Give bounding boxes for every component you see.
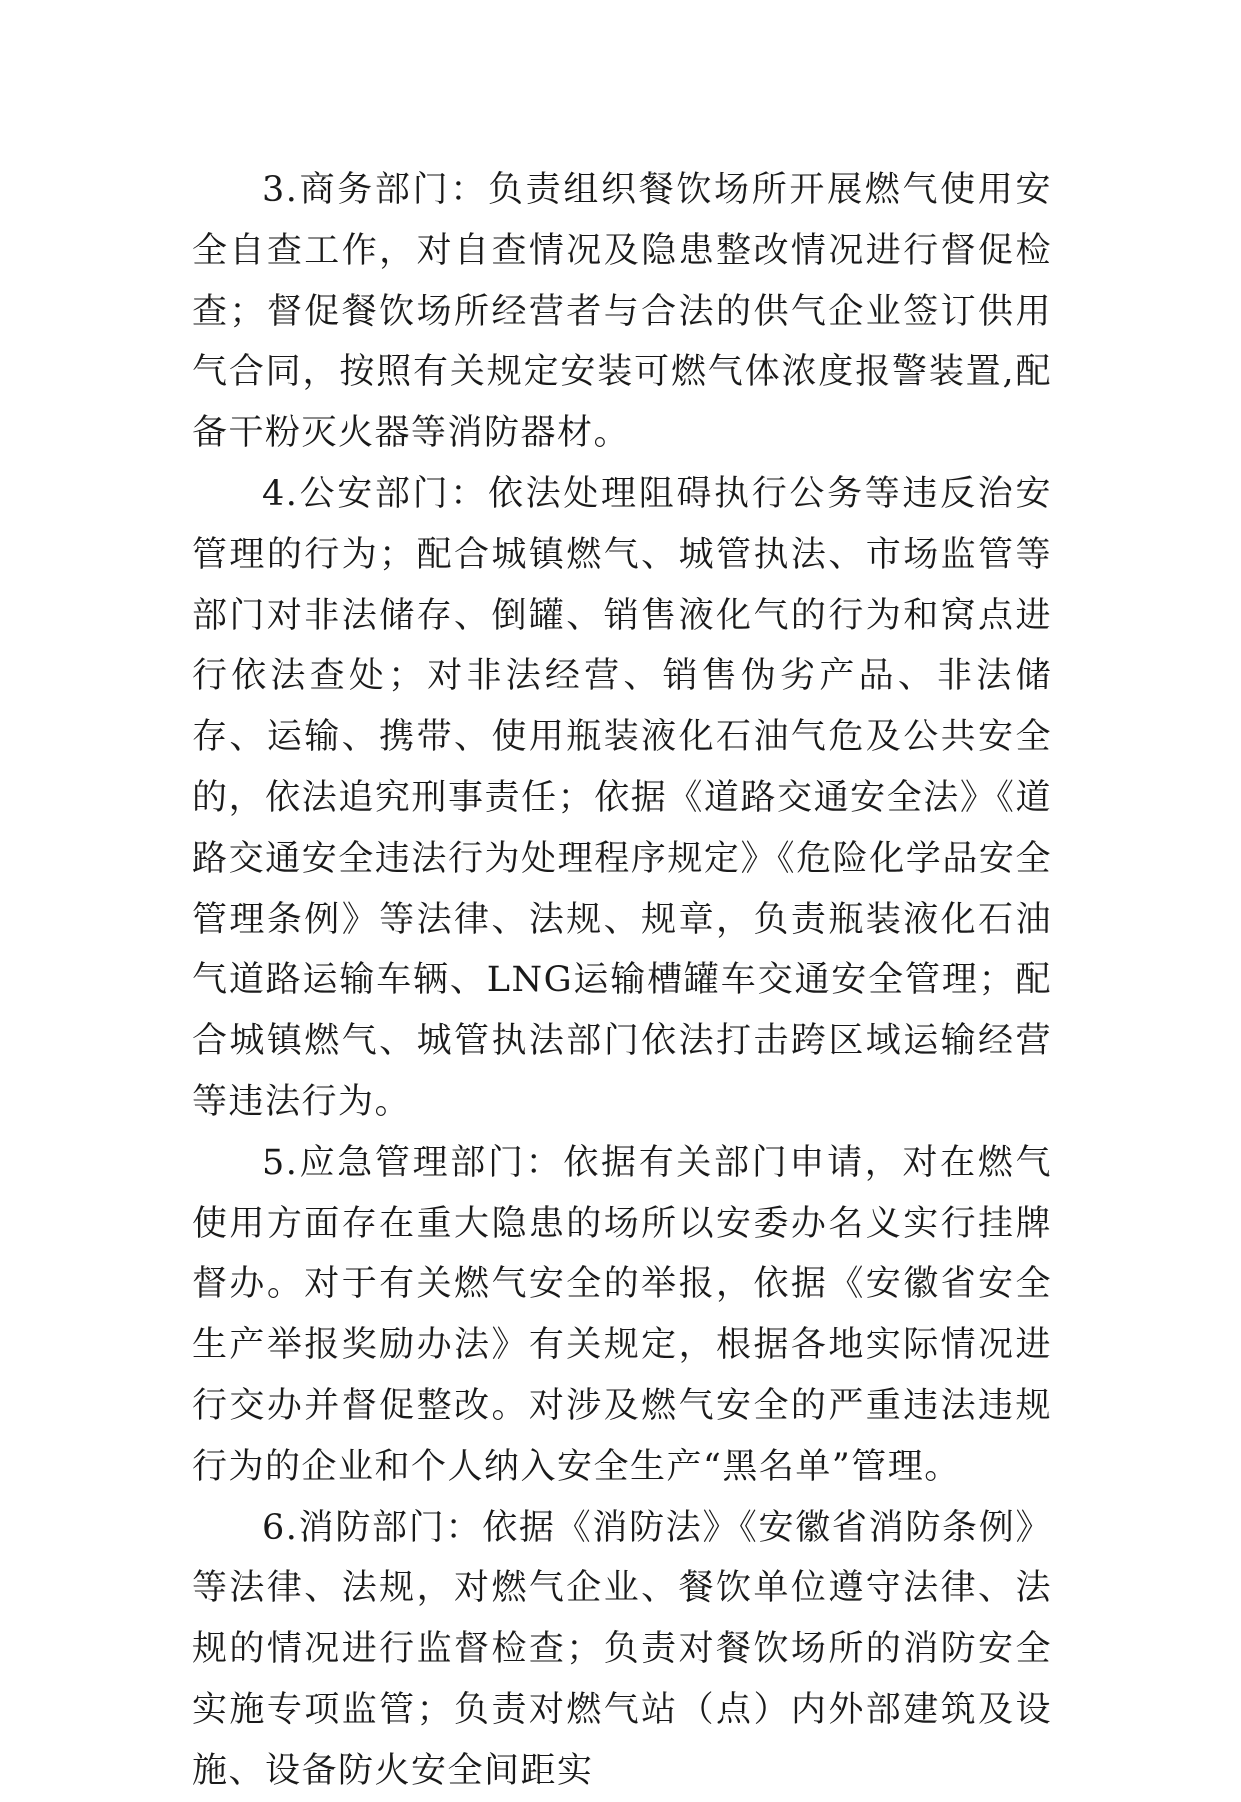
paragraph-fire-department: 6.消防部门：依据《消防法》《安徽省消防条例》等法律、法规，对燃气企业、餐饮单位遵守法律、法规的情况进行监督检查；负责对餐饮场所的消防安全实施专项监管；负责对燃气站（点）内外部建筑及设施、设备防火安全间距实 <box>192 1507 1052 1791</box>
paragraph-commerce-department: 3.商务部门：负责组织餐饮场所开展燃气使用安全自查工作，对自查情况及隐患整改情况进行督促检查；督促餐饮场所经营者与合法的供气企业签订供用气合同，按照有关规定安装可燃气体浓度报警装置,配备干粉灭火器等消防器材。 <box>192 170 1052 454</box>
paragraph-emergency-management-department: 5.应急管理部门：依据有关部门申请，对在燃气使用方面存在重大隐患的场所以安委办名义实行挂牌督办。对于有关燃气安全的举报，依据《安徽省安全生产举报奖励办法》有关规定，根据各地实际情况进行交办并督促整改。对涉及燃气安全的严重违法违规行为的企业和个人纳入安全生产“黑名单”管理。 <box>192 1142 1052 1487</box>
paragraph-public-security-department: 4.公安部门：依法处理阻碍执行公务等违反治安管理的行为；配合城镇燃气、城管执法、市场监管等部门对非法储存、倒罐、销售液化气的行为和窝点进行依法查处；对非法经营、销售伪劣产品、非法储存、运输、携带、使用瓶装液化石油气危及公共安全的，依法追究刑事责任；依据《道路交通安全法》《道路交通安全违法行为处理程序规定》《危险化学品安全管理条例》等法律、法规、规章，负责瓶装液化石油气道路运输车辆、LNG运输槽罐车交通安全管理；配合城镇燃气、城管执法部门依法打击跨区域运输经营等违法行为。 <box>192 473 1052 1122</box>
document-body <box>192 160 1052 1802</box>
